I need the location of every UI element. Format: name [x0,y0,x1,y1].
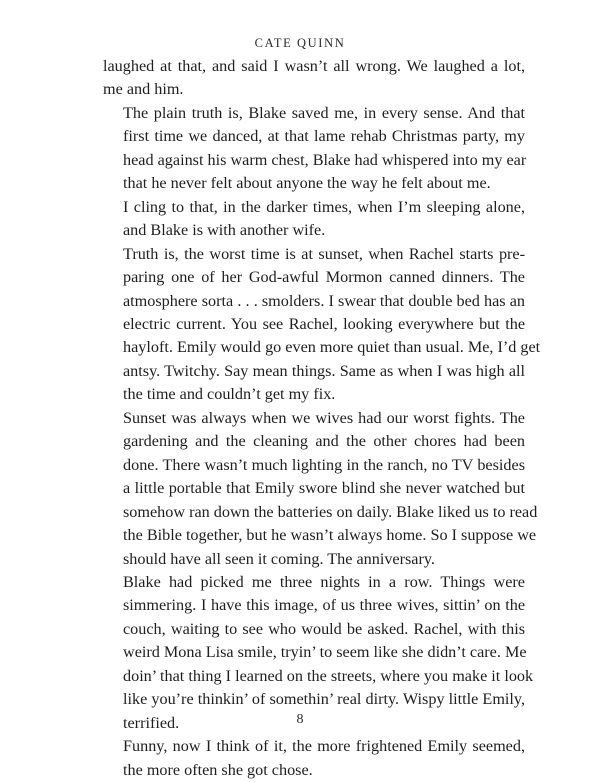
text-line: I cling to that, in the darker times, when I’m sleeping alone, [123,197,525,216]
text-line: Sunset was always when we wives had our worst fights. The [123,408,525,427]
text-line: that he never felt about anyone the way he felt about me. [123,174,491,193]
page-number: 8 [296,712,304,727]
text-line: somehow ran down the batteries on daily. Blake liked us to read [123,502,538,521]
paragraph [103,196,525,243]
text-line: first time we danced, at that lame rehab Christmas party, my [123,127,525,146]
body-text [103,55,541,782]
text-line: the more often she got chose. [123,760,313,779]
text-line: head against his warm chest, Blake had whispered into my ear [123,150,527,169]
text-line: the Bible together, but he wasn’t always home. So I suppose we [123,526,537,545]
text-line: me and him. [103,80,184,99]
paragraph [103,102,525,196]
paragraph [103,243,541,407]
text-line: doin’ that thing I learned on the streets, where you make it look [123,666,534,685]
text-line: the time and couldn’t get my fix. [123,385,336,404]
text-line: Funny, now I think of it, the more frightened Emily seemed, [123,737,525,756]
paragraph [103,571,534,735]
paragraph [103,55,525,102]
text-line: paring one of her God-awful Mormon canned dinners. The [123,268,525,287]
text-line: antsy. Twitchy. Say mean things. Same as when I was high all [123,361,525,380]
text-line: electric current. You see Rachel, looking everywhere but the [123,314,525,333]
text-line: Blake had picked me three nights in a row. Things were [123,572,525,591]
text-line: like you’re thinkin’ of somethin’ real dirty. Wispy little Emily, [123,690,525,709]
text-line: and Blake is with another wife. [123,221,326,240]
text-line: should have all seen it coming. The anniversary. [123,549,435,568]
text-line: hayloft. Emily would go even more quiet than usual. Me, I’d get [123,338,541,357]
text-line: couch, waiting to see who would be asked. Rachel, with this [123,619,525,638]
text-line: simmering. I have this image, of us three wives, sittin’ on the [123,596,525,615]
text-line: The plain truth is, Blake saved me, in every sense. And that [123,103,525,122]
running-head: CATE QUINN [254,36,346,50]
text-line: atmosphere sorta . . . smolders. I swear that double bed has an [123,291,525,310]
paragraph [103,407,538,571]
text-line: done. There wasn’t much lighting in the ranch, no TV besides [123,455,525,474]
text-line: a little portable that Emily swore blind she never watched but [123,479,525,498]
text-line: Truth is, the worst time is at sunset, when Rachel starts pre- [123,244,525,263]
text-line: weird Mona Lisa smile, tryin’ to seem like she didn’t care. Me [123,643,527,662]
text-line: laughed at that, and said I wasn’t all wrong. We laughed a lot, [103,57,525,75]
text-line: gardening and the cleaning and the other chores had been [123,432,525,451]
text-line: terrified. [123,713,180,732]
paragraph [103,735,525,782]
